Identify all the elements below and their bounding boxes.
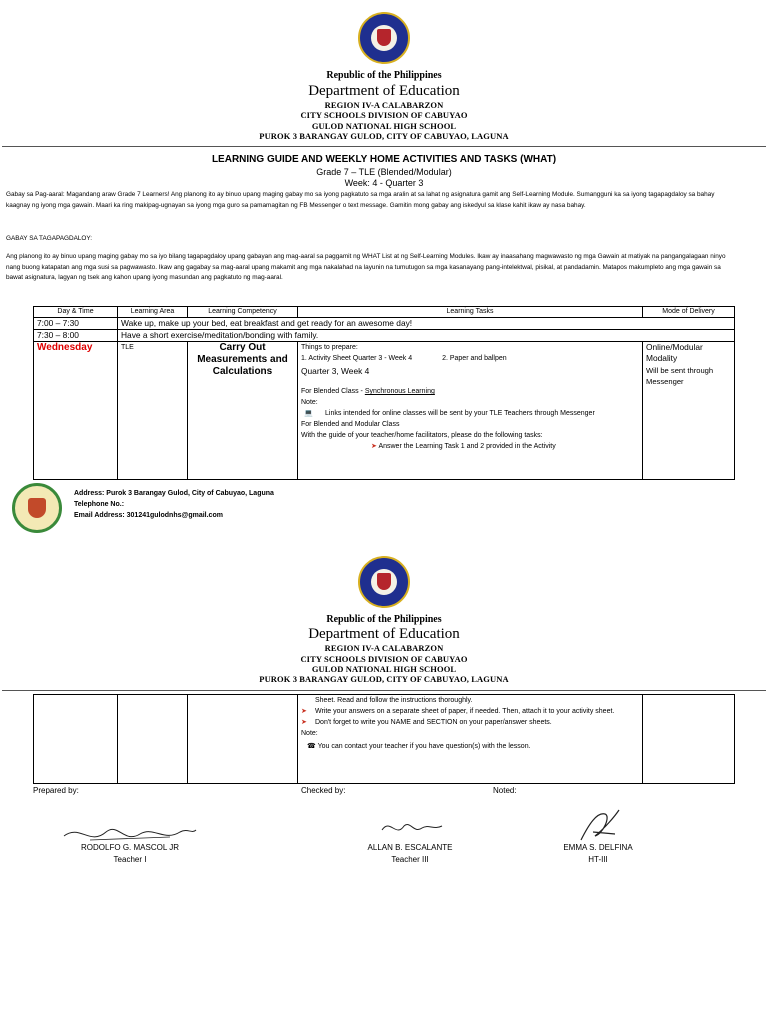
region-label: REGION IV-A CALABARZON (324, 100, 444, 110)
note-label: Note: (301, 399, 318, 406)
division-label: CITY SCHOOLS DIVISION OF CABUYAO (300, 110, 468, 120)
task-2 (301, 706, 639, 717)
checked-name: ALLAN B. ESCALANTE (367, 843, 453, 852)
header-divider (2, 690, 766, 691)
republic-label: Republic of the Philippines (326, 70, 442, 81)
contact-note (301, 741, 639, 752)
school-address: PUROK 3 BARANGAY GULOD, CITY OF CABUYAO, LAGUNA (259, 131, 509, 141)
task-3 (301, 717, 639, 728)
learning-tasks-cell (298, 342, 643, 480)
table-row (34, 342, 735, 480)
footer-address: Address: Purok 3 Barangay Gulod, City of Cabuyao, Laguna (74, 490, 274, 497)
table-row (34, 318, 735, 330)
region-label: REGION IV-A CALABARZON (324, 643, 444, 653)
school-label: GULOD NATIONAL HIGH SCHOOL (311, 664, 457, 674)
checked-label: Checked by: (301, 786, 346, 795)
mode-of-delivery-cell (643, 342, 735, 480)
facilitator-note: Ang planong ito ay binuo upang maging gabay mo sa iyo bilang tagapagdaloy upang gabayan ang mag-aaral sa paggamit ng WHAT List at ng Self-Learning Modules. Ikaw ay inaasahang magwawasto ng mga Gawain at matiyak na pangangalagaan ninyo nang buong katapatan ang mga susi sa pagwawasto. Ikaw ang gagabay sa mag-aaral upang makamit ang mga nakalahad na layunin na tumutugon sa mga kasanayang pang-intelektwal, pisikal, at pandadamin. Matapos makumpleto ang mga gawain sa bawat asignatura, lagyan ng tsek ang kahon upang iyong masundan ang pagkatuto ng mag-aaral. (6, 253, 726, 281)
blended-class-line (301, 386, 639, 397)
republic-label: Republic of the Philippines (326, 614, 442, 625)
row-time: 7:30 – 8:00 (34, 330, 118, 342)
school-label: GULOD NATIONAL HIGH SCHOOL (311, 121, 457, 131)
task-1-cont: Sheet. Read and follow the instructions thoroughly. (315, 697, 473, 704)
noted-label: Noted: (493, 786, 517, 795)
links-note (301, 408, 639, 419)
prepare-items (301, 353, 639, 364)
bullet-arrow-icon: ➤ (301, 719, 307, 726)
laptop-icon: 💻 (304, 410, 313, 417)
mode-online: Online/Modular Modality (646, 342, 703, 363)
division-label: CITY SCHOOLS DIVISION OF CABUYAO (300, 654, 468, 664)
noted-title: HT-III (588, 855, 608, 864)
quarter-label: Quarter 3, Week 4 (301, 366, 370, 376)
header-mode-of-delivery: Mode of Delivery (643, 307, 735, 318)
mode-messenger: Will be sent through Messenger (646, 366, 714, 386)
checked-title: Teacher III (391, 855, 429, 864)
learning-tasks-cell (298, 695, 643, 784)
prepared-label: Prepared by: (33, 786, 79, 795)
task-3-text: Don't forget to write you NAME and SECTION on your paper/answer sheets. (315, 719, 552, 726)
header-day-time: Day & Time (34, 307, 118, 318)
things-to-prepare: Things to prepare: (301, 344, 358, 351)
bullet-arrow-icon: ➤ (301, 708, 307, 715)
footer-email: Email Address: 301241gulodnhs@gmail.com (74, 512, 223, 519)
grade-label: Grade 7 – TLE (Blended/Modular) (316, 167, 452, 177)
prepare-item-2: 2. Paper and ballpen (442, 355, 507, 362)
header-learning-area: Learning Area (118, 307, 188, 318)
guide-title: LEARNING GUIDE AND WEEKLY HOME ACTIVITIES AND TASKS (WHAT) (211, 154, 557, 165)
noted-name: EMMA S. DELFINA (563, 843, 633, 852)
deped-seal-icon (358, 556, 410, 608)
task-2-text: Write your answers on a separate sheet of paper, if needed. Then, attach it to your activity sheet. (315, 708, 615, 715)
day-label: Wednesday (37, 342, 93, 353)
contact-text: You can contact your teacher if you have question(s) with the lesson. (317, 743, 531, 750)
header-learning-competency: Learning Competency (188, 307, 298, 318)
learning-area: TLE (118, 342, 188, 480)
note-label: Note: (301, 730, 318, 737)
prepared-name: RODOLFO G. MASCOL JR (81, 843, 179, 852)
bullet-arrow-icon: ➤ (371, 443, 377, 450)
row-activity: Have a short exercise/meditation/bonding with family. (118, 330, 735, 342)
facilitator-heading: GABAY SA TAGAPAGDALOY: (6, 235, 93, 242)
learning-competency: Carry Out Measurements and Calculations (188, 342, 298, 480)
schedule-table-continued (33, 694, 735, 784)
header-divider (2, 146, 766, 147)
school-logo-icon (12, 483, 62, 533)
table-row (34, 695, 735, 784)
table-header-row (34, 307, 735, 318)
table-row (34, 330, 735, 342)
checked-signature (378, 816, 448, 842)
synchronous-learning-link: Synchronous Learning (364, 388, 435, 395)
row-time: 7:00 – 7:30 (34, 318, 118, 330)
school-address: PUROK 3 BARANGAY GULOD, CITY OF CABUYAO, LAGUNA (259, 674, 509, 684)
prepare-item-1: 1. Activity Sheet Quarter 3 - Week 4 (301, 355, 413, 362)
noted-signature (575, 806, 625, 846)
links-text: Links intended for online classes will be sent by your TLE Teachers through Messenger (325, 410, 595, 417)
footer-contact (74, 488, 274, 521)
guide-tasks-text: With the guide of your teacher/home facilitators, please do the following tasks: (301, 432, 543, 439)
prepared-title: Teacher I (113, 855, 147, 864)
blended-modular-label: For Blended and Modular Class (301, 421, 400, 428)
week-label: Week: 4 - Quarter 3 (344, 178, 424, 188)
task-1-text: Answer the Learning Task 1 and 2 provided in the Activity (378, 443, 556, 450)
footer-telephone: Telephone No.: (74, 501, 125, 508)
task-1 (301, 441, 639, 452)
blended-prefix: For Blended Class - (301, 388, 365, 395)
row-activity: Wake up, make up your bed, eat breakfast and get ready for an awesome day! (118, 318, 735, 330)
header-learning-tasks: Learning Tasks (298, 307, 643, 318)
deped-seal-icon (358, 12, 410, 64)
department-title: Department of Education (308, 83, 460, 99)
phone-icon: ☎ (307, 743, 316, 750)
department-title: Department of Education (308, 626, 460, 642)
schedule-table (33, 306, 735, 480)
student-note: Gabay sa Pag-aaral: Magandang araw Grade 7 Learners! Ang planong ito ay binuo upang maging gabay mo sa iyong pagkatuto sa mga aralin at sa lahat ng asignatura gamit ang Self-Learning Module. Sumangguni ka sa iyong tagapagdaloy sa bahay kaagnay ng iyong mga gawain. Maari ka ring makipag-ugnayan sa iyong mga guro sa pamamagitan ng FB Messenger o text message. Gamitin mong gabay ang iskedyul sa klase kahit ikaw ay nasa bahay. (6, 191, 715, 209)
